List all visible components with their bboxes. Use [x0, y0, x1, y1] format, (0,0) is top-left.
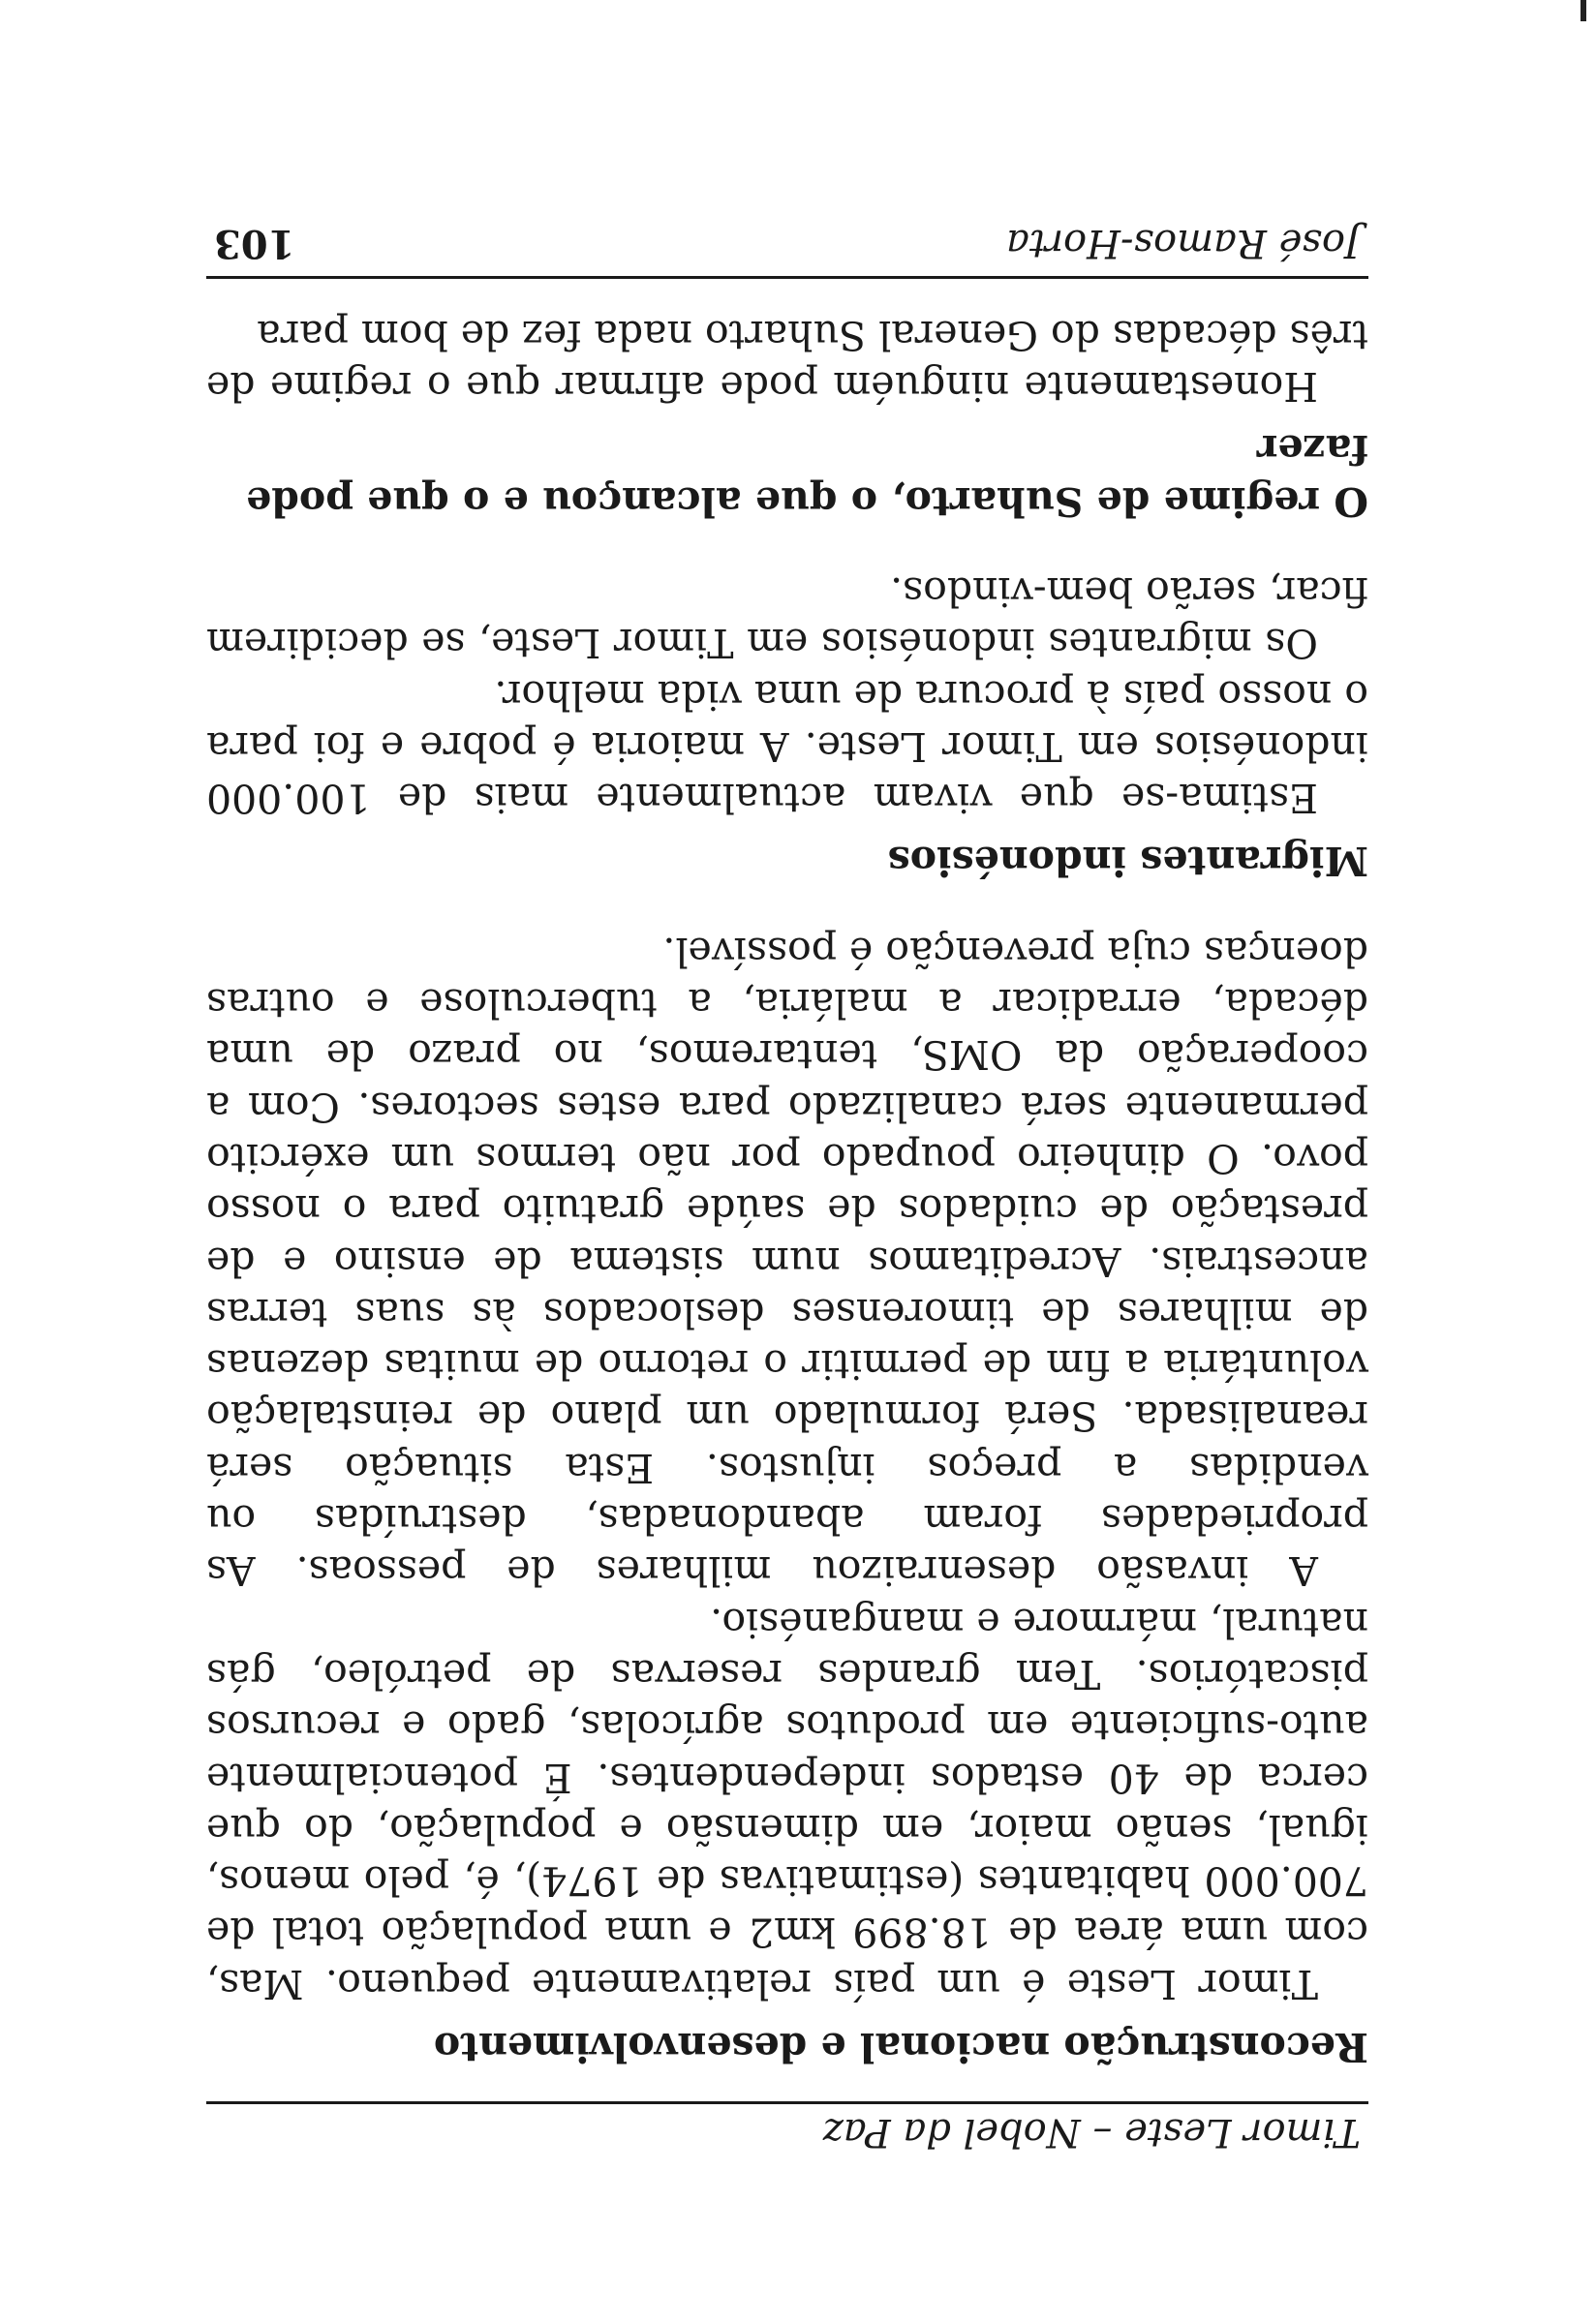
paragraph: A invasão desenraizou milhares de pessoas. As propriedades foram abandonadas, destruídas ou vendidas a preços injustos. Esta situação será reanalisada. Será formulado um plano de reinstalação voluntária a fim de permitir o retorno de muitas dezenas de milhares de timorenses deslocados às suas terras ancestrais. Acreditamos num sistema de ensino e de prestação de cuidados de saúde gratuito para o nosso povo. O dinheiro poupado por não termos um exército permanente será canalizado para estes sectores. Com a cooperação da OMS, tentaremos, no prazo de uma década, erradicar a malária, a tuberculose e outras doenças cuja prevenção é possível. [206, 928, 1368, 1595]
header-rule [206, 277, 1368, 280]
author-name: José Ramos-Horta [1006, 221, 1361, 266]
section-heading-suharto: O regime de Suharto, o que alcançou e o que pode fazer [246, 426, 1368, 525]
book-title: Timor Leste – Nobel da Paz [822, 2110, 1361, 2155]
running-header [206, 216, 1368, 277]
paragraph: Timor Leste é um país relativamente pequeno. Mas, com uma área de 18.899 km2 e uma população total de 700.000 habitantes (estimativas de 1974), é, pelo menos, igual, senão maior, em dimensão e população, do que cerca de 40 estados independentes. É potencialmente auto-suficiente em produtos agrícolas, gado e recursos piscatórios. Tem grandes reservas de petróleo, gás natural, mármore e manganésio. [206, 1599, 1368, 2007]
scan-mark [1581, 0, 1586, 21]
paragraph: Os migrantes indonésios em Timor Leste, se decidirem ficar, serão bem-vindos. [206, 567, 1368, 667]
running-footer [206, 2104, 1368, 2155]
paragraph: Estima-se que vivam actualmente mais de 100.000 indonésios em Timor Leste. A maioria é pobre e foi para o nosso país à procura de uma vida melhor. [206, 671, 1368, 822]
page-number: 103 [214, 221, 295, 267]
text-frame [206, 216, 1368, 2156]
paragraph: Honestamente ninguém pode afirmar que o regime de três décadas do General Suharto nada fez de bom para [206, 311, 1368, 411]
section-heading-migrantes: Migrantes indonésios [887, 838, 1368, 885]
footer-rule [206, 2101, 1368, 2104]
section-heading-reconstrucao: Reconstrução nacional e desenvolvimento [433, 2024, 1368, 2070]
